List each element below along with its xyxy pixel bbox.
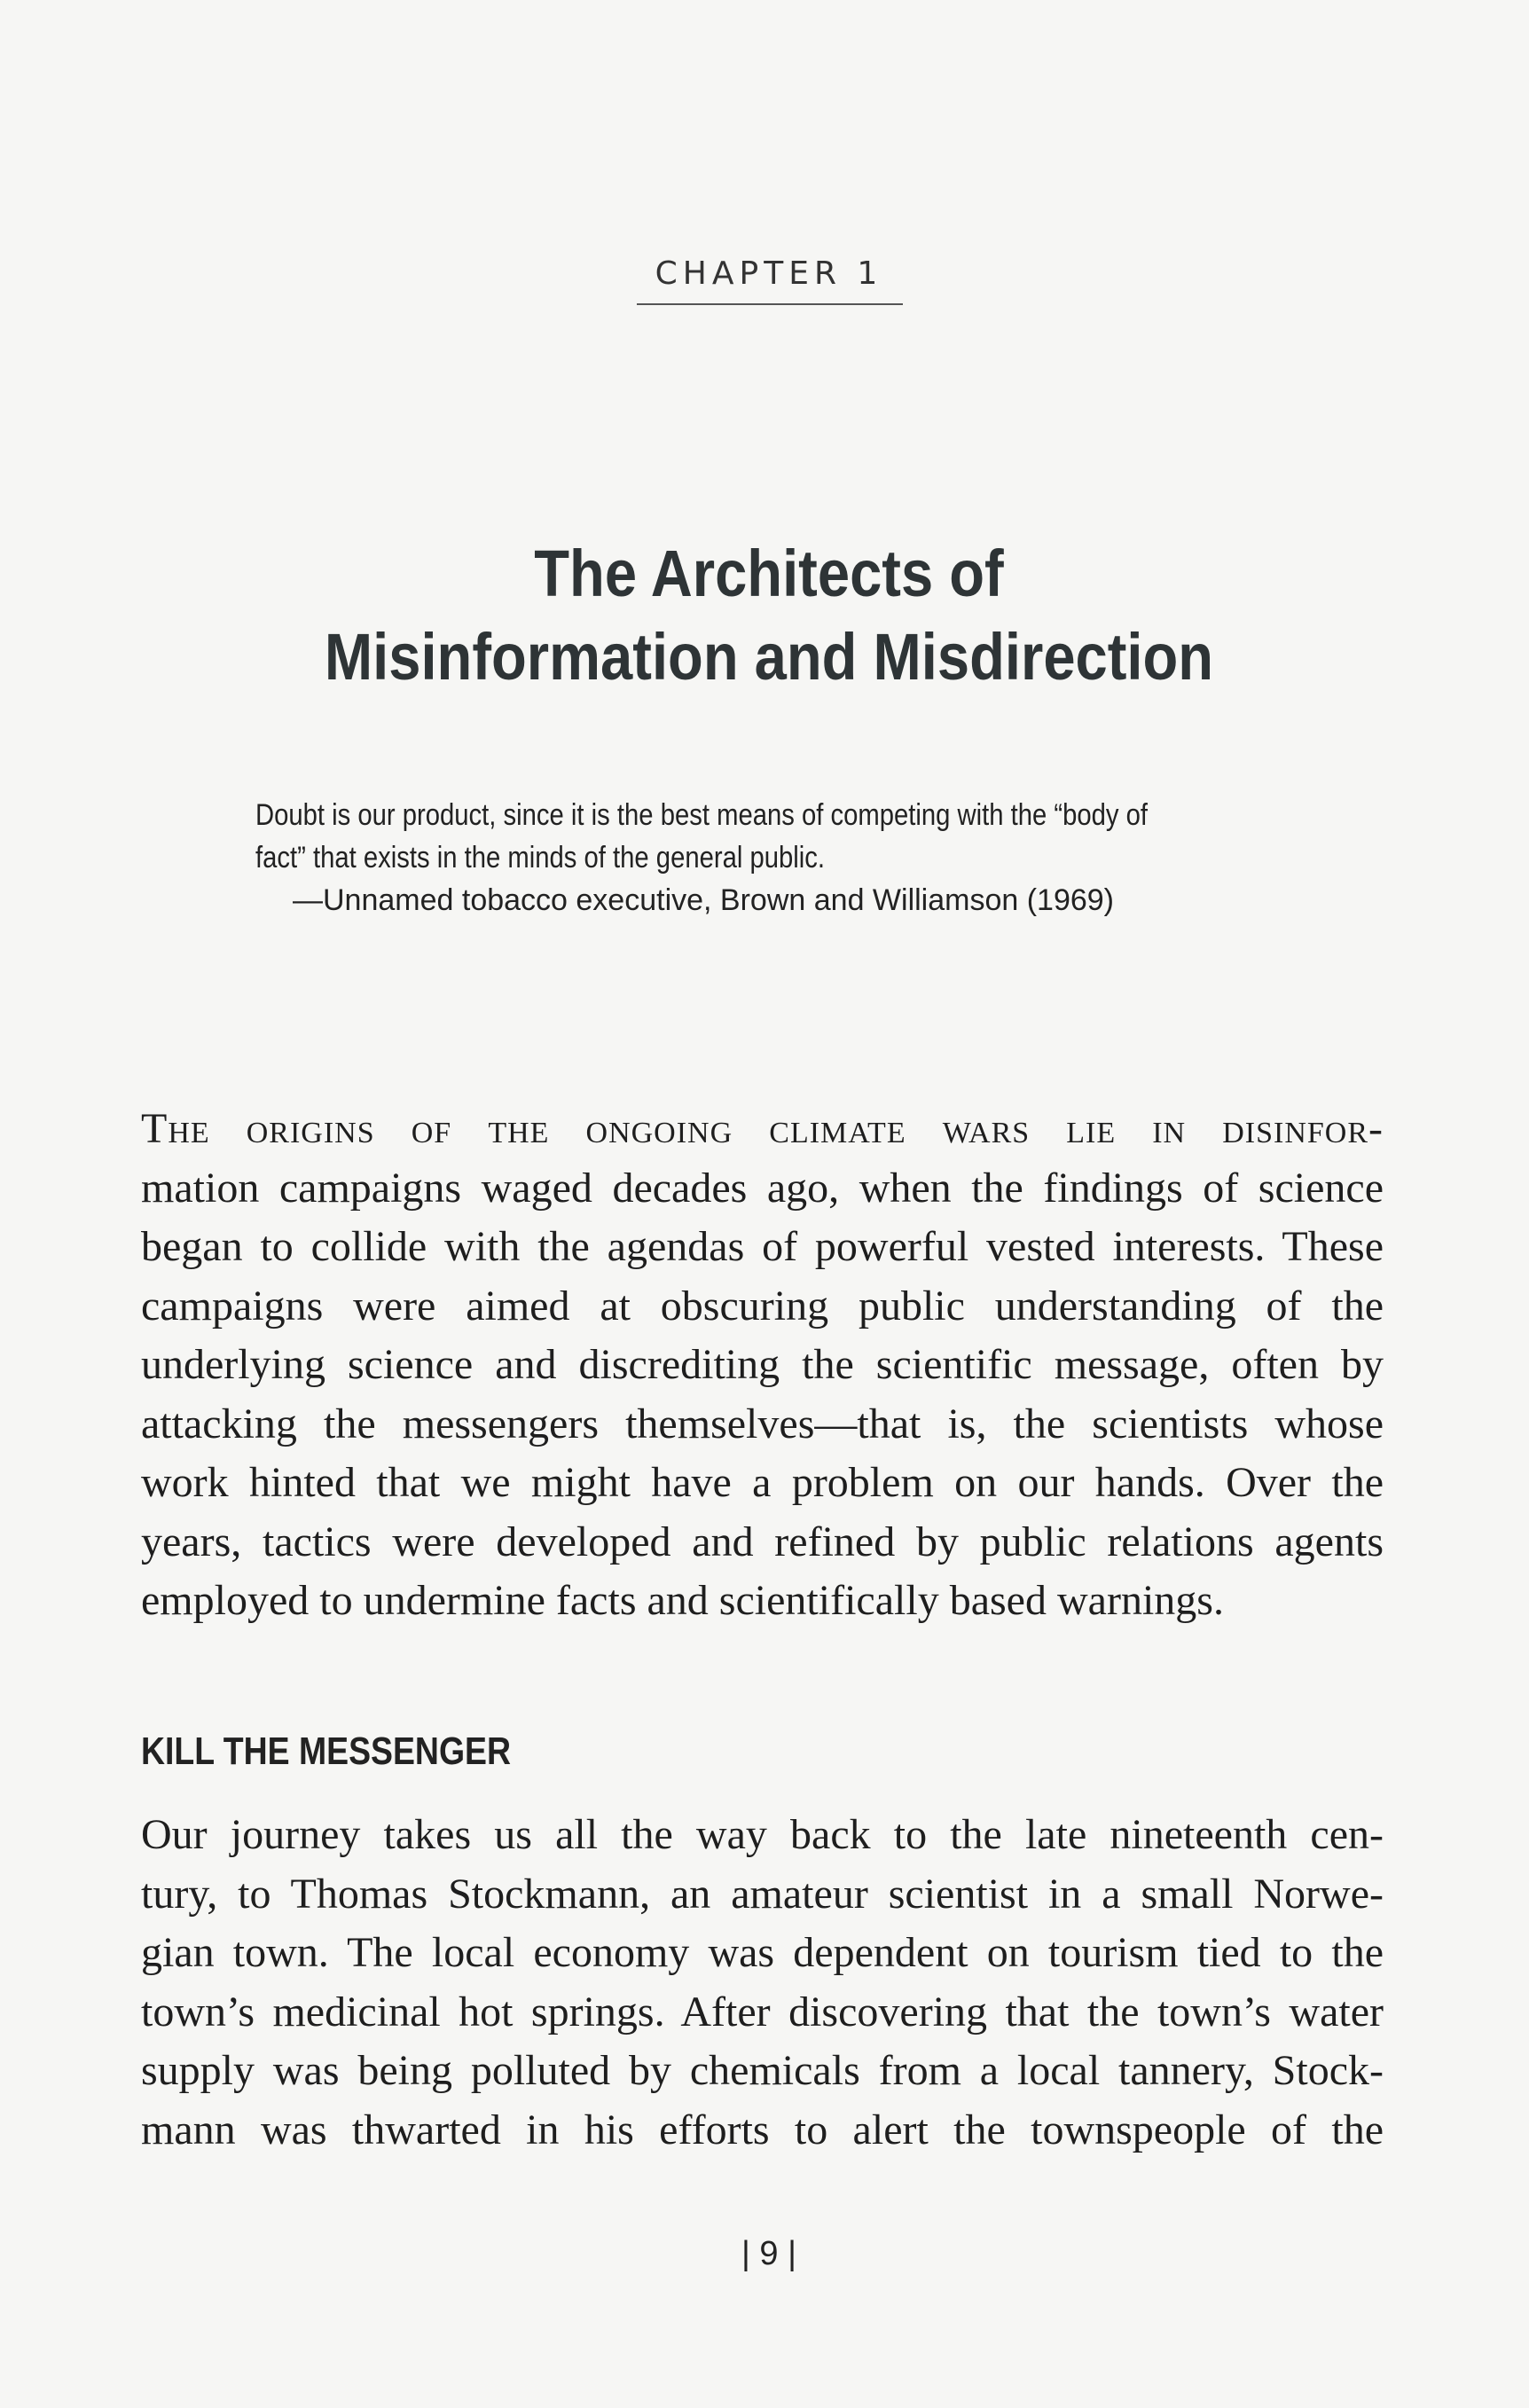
paragraph-line: employed to undermine facts and scientifically based warnings.: [141, 1577, 1224, 1624]
paragraph-line: attacking the messengers themselves—that is, the scientists whose: [141, 1400, 1384, 1447]
paragraph-line: campaigns were aimed at obscuring public understanding of the: [141, 1282, 1384, 1329]
paragraph-line: work hinted that we might have a problem on our hands. Over the: [141, 1459, 1384, 1506]
paragraph-line: gian town. The local economy was dependent on tourism tied to the: [141, 1929, 1384, 1976]
chapter-underline: [637, 303, 903, 305]
epigraph-line-1: Doubt is our product, since it is the best means of competing with the “body of: [255, 798, 1149, 832]
chapter-label: CHAPTER 1: [655, 255, 883, 292]
paragraph-line: town’s medicinal hot springs. After discovering that the town’s water: [141, 1988, 1384, 2035]
epigraph-line-2: fact” that exists in the minds of the general public.: [255, 841, 826, 875]
paragraph-line: supply was being polluted by chemicals from a local tannery, Stock-: [141, 2047, 1384, 2094]
chapter-title-line-1: The Architects of: [534, 537, 1004, 610]
epigraph-attribution: —Unnamed tobacco executive, Brown and Williamson (1969): [293, 883, 1115, 917]
opening-paragraph: [141, 1100, 1384, 1631]
paragraph-line: tury, to Thomas Stockmann, an amateur scientist in a small Norwe-: [141, 1870, 1384, 1918]
paragraph-line: Our journey takes us all the way back to the late nineteenth cen-: [141, 1811, 1384, 1858]
paragraph-line: began to collide with the agendas of powerful vested interests. These: [141, 1223, 1384, 1270]
chapter-title-line-2: Misinformation and Misdirection: [324, 620, 1214, 694]
paragraph-line: years, tactics were developed and refined by public relations agents: [141, 1518, 1384, 1565]
paragraph-line: mation campaigns waged decades ago, when the findings of science: [141, 1164, 1384, 1212]
paragraph-line: underlying science and discrediting the scientific message, often by: [141, 1341, 1384, 1388]
section-paragraph: [141, 1806, 1384, 2160]
section-heading: KILL THE MESSENGER: [141, 1730, 511, 1773]
paragraph-line: mann was thwarted in his efforts to alert the townspeople of the: [141, 2106, 1384, 2153]
paragraph-line: The origins of the ongoing climate wars lie in disinfor-: [141, 1105, 1384, 1152]
page-number: | 9 |: [741, 2235, 796, 2272]
